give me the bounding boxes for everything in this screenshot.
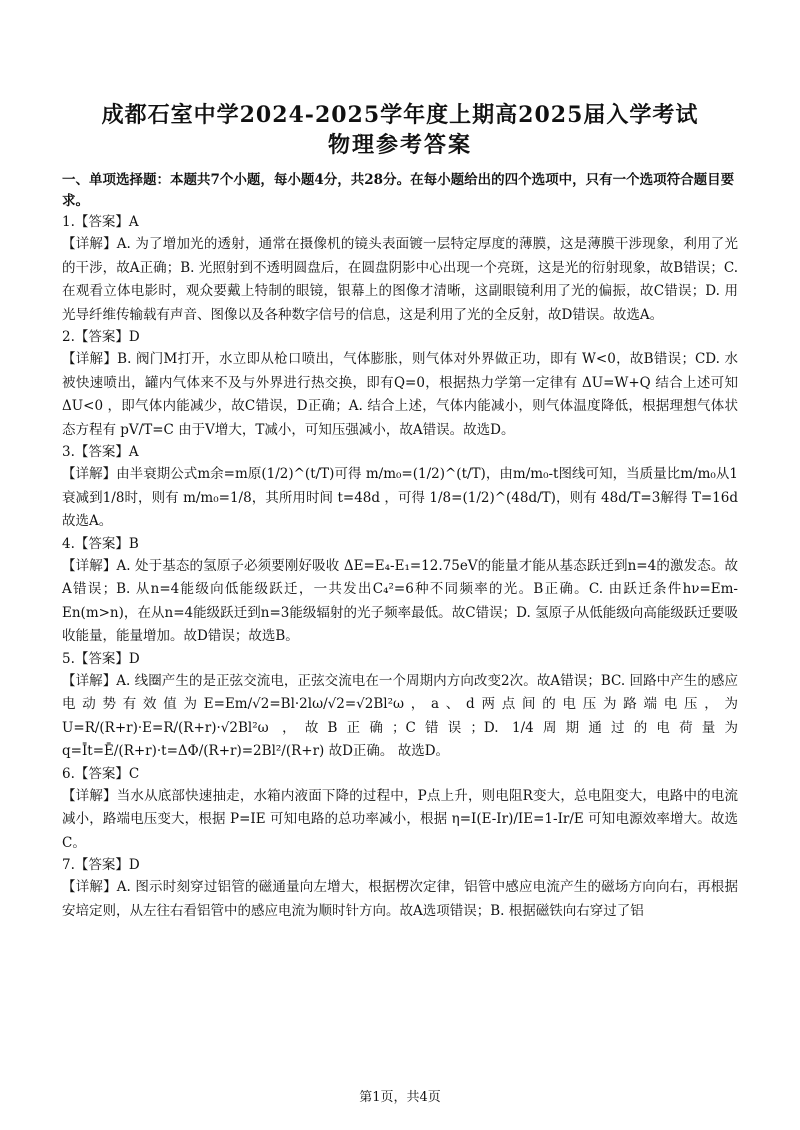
detail-paragraph: 【详解】当水从底部快速抽走，水箱内液面下降的过程中，P点上升，则电阻R变大，总电阻变大，电路中的电流减小，路端电压变大，根据 P=IE 可知电路的总功率减小，根据 η=I(E-Ir)/IE=1-Ir/E 可知电源效率增大。故选C。: [62, 787, 738, 851]
question-block-4: [62, 534, 738, 649]
question-block-6: [62, 764, 738, 856]
detail-paragraph: 【详解】A. 线圈产生的是正弦交流电，正弦交流电在一个周期内方向改变2次。故A错误；BC. 回路中产生的感应电动势有效值为E=Em/√2=Bl·2lω/√2=√2Bl²ω，a、d两点间的电压为路端电压，为U=R/(R+r)·E=R/(R+r)·√2Bl²ω ，故B正确；C错误；D. 1/4周期通过的电荷量为 q=Īt=Ē/(R+r)·t=ΔΦ/(R+r)=2Bl²/(R+r) 故D正确。 故选D。: [62, 672, 738, 759]
question-block-5: [62, 649, 738, 764]
answer-line: 2.【答案】D: [62, 329, 140, 345]
detail-paragraph: 【详解】A. 处于基态的氢原子必须要刚好吸收 ΔE=E₄-E₁=12.75eV的能量才能从基态跃迁到n=4的激发态。故A错误；B. 从n=4能级向低能级跃迁，一共发出C₄²=6种不同频率的光。B正确。C. 由跃迁条件hν=Em-En(m>n)，在从n=4能级跃迁到n=3能级辐射的光子频率最低。故C错误；D. 氢原子从低能级向高能级跃迁要吸收能量，能量增加。故D错误；故选B。: [62, 557, 738, 644]
question-block-1: [62, 212, 738, 327]
detail-paragraph: 【详解】A. 为了增加光的透射，通常在摄像机的镜头表面镀一层特定厚度的薄膜，这是薄膜干涉现象，利用了光的干涉，故A正确；B. 光照射到不透明圆盘后，在圆盘阴影中心出现一个亮斑，这是光的衍射现象，故B错误；C. 在观看立体电影时，观众要戴上特制的眼镜，银幕上的图像才清晰，这副眼镜利用了光的偏振，故C错误；D. 用光导纤维传输载有声音、图像以及各种数字信号的信息，这是利用了光的全反射，故D错误。故选A。: [62, 236, 738, 323]
detail-paragraph: 【详解】A. 图示时刻穿过铝管的磁通量向左增大，根据楞次定律，铝管中感应电流产生的磁场方向向右，再根据安培定则，从左往右看铝管中的感应电流为顺时针方向。故A选项错误；B. 根据磁铁向右穿过了铝: [62, 879, 738, 919]
question-block-2: [62, 327, 738, 442]
answer-line: 7.【答案】D: [62, 857, 140, 873]
question-block-7: [62, 855, 738, 923]
question-block-3: [62, 442, 738, 534]
section-heading: 一、单项选择题：本题共7个小题，每小题4分，共28分。在每小题给出的四个选项中，只有一个选项符合题目要求。: [62, 172, 735, 209]
document-page: [62, 100, 738, 923]
answer-line: 6.【答案】C: [62, 765, 140, 782]
answer-line: 1.【答案】A: [62, 214, 139, 230]
answer-line: 5.【答案】D: [62, 650, 140, 667]
detail-paragraph: 【详解】由半衰期公式m余=m原(1/2)^(t/T)可得 m/m₀=(1/2)^(t/T)，由m/m₀-t图线可知，当质量比m/m₀从1衰减到1/8时，则有 m/m₀=1/8，其所用时间 t=48d ，可得 1/8=(1/2)^(48d/T)，则有 48d/T=3解得 T=16d 故选A。: [62, 466, 738, 529]
page-title: 成都石室中学2024-2025学年度上期高2025届入学考试: [101, 102, 699, 128]
answer-line: 4.【答案】B: [62, 535, 139, 552]
page-subtitle: 物理参考答案: [327, 132, 472, 158]
answer-line: 3.【答案】A: [62, 444, 139, 460]
page-number: 第1页，共4页: [359, 1090, 441, 1105]
detail-paragraph: 【详解】B. 阀门M打开，水立即从枪口喷出，气体膨胀，则气体对外界做正功，即有 W<0，故B错误；CD. 水被快速喷出，罐内气体来不及与外界进行热交换，即有Q=0，根据热力学第一定律有 ΔU=W+Q 结合上述可知 ΔU<0 ，即气体内能减少，故C错误，D正确；A. 结合上述，气体内能减小，则气体温度降低，根据理想气体状态方程有 pV/T=C 由于V增大，T减小，可知压强减小，故A错误。故选D。: [62, 351, 738, 438]
